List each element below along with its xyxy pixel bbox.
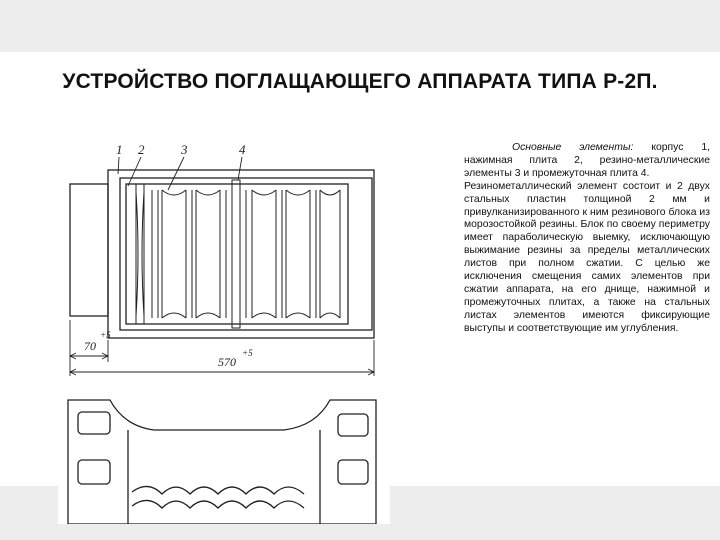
description-paragraph-1 xyxy=(464,142,710,181)
dimension-570: 570 xyxy=(218,355,236,369)
dimension-70-tolerance: +5 xyxy=(100,330,111,340)
description-text xyxy=(464,142,710,336)
top-band xyxy=(0,0,720,52)
callout-4: 4 xyxy=(239,142,246,157)
callout-leaders xyxy=(118,157,242,190)
callout-2: 2 xyxy=(138,142,145,157)
dimension-70: 70 xyxy=(84,339,96,353)
description-lead: Основные элементы: xyxy=(512,142,634,153)
housing-side-view xyxy=(68,400,376,524)
technical-drawing xyxy=(58,130,390,524)
rubber-metal-elements xyxy=(136,180,340,328)
callout-1: 1 xyxy=(116,142,123,157)
callout-3: 3 xyxy=(181,142,188,157)
dimension-570-tolerance: +5 xyxy=(242,348,253,358)
description-paragraph-2: Резинометаллический элемент состоит и 2 двух стальных пластин толщиной 2 мм и привулканизированного к ним резинового блока из морозостойкой резины. Блок по своему периметру имеет параболическую выемку, исключающую выжимание резины за пределы металлических листов при полном сжатии. С целью же исключения смещения самих элементов при сжатии аппарата, на его днище, нажимной и промежуточных плитах, а также на стальных листах элементов имеются фиксирующие выступы и соответствующие им углубления. xyxy=(464,180,710,334)
description-elements: корпус 1, нажимная плита 2, резино-металлические элементы 3 и промежуточная плита 4. xyxy=(464,142,710,179)
slide-title: УСТРОЙСТВО ПОГЛАЩАЮЩЕГО АППАРАТА ТИПА Р-2П. xyxy=(62,70,658,93)
